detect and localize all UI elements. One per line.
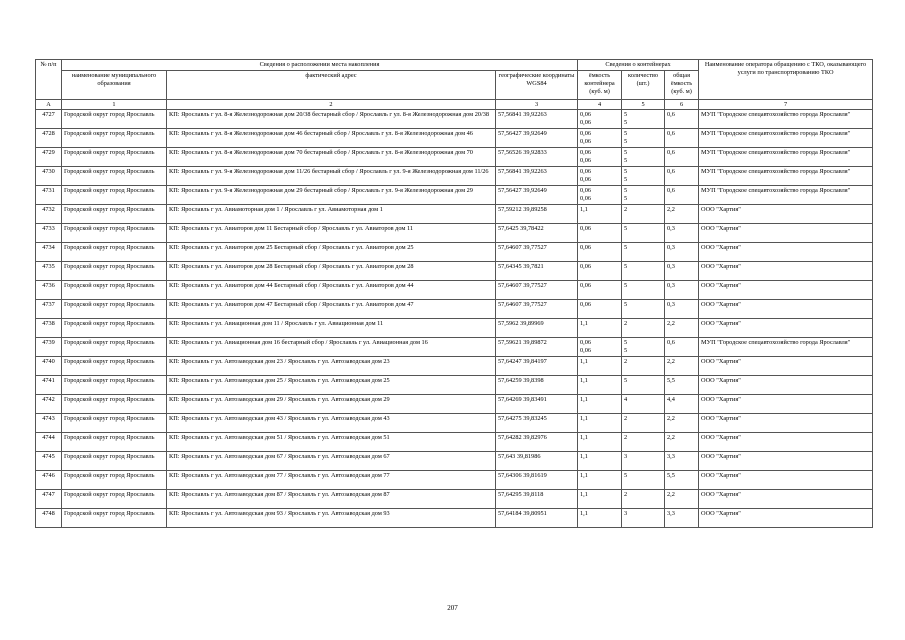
total-capacity-cell: 0,6	[665, 338, 699, 357]
header-index-cell: 1	[62, 100, 167, 110]
coordinates-cell: 57,64259 39,8398	[496, 376, 578, 395]
capacity-cell	[578, 110, 622, 129]
row-id-cell: 4738	[36, 319, 62, 338]
row-id-cell: 4745	[36, 452, 62, 471]
municipality-cell: Городской округ город Ярославль	[62, 338, 167, 357]
count-cell	[622, 357, 665, 376]
capacity-cell	[578, 490, 622, 509]
count-cell	[622, 376, 665, 395]
capacity-cell	[578, 148, 622, 167]
header-index-cell: А	[36, 100, 62, 110]
total-capacity-cell: 0,6	[665, 148, 699, 167]
capacity-cell-value: 1,1	[580, 510, 588, 517]
table-row	[36, 110, 873, 129]
count-cell	[622, 433, 665, 452]
table-body	[36, 110, 873, 528]
operator-cell: ООО "Хартия"	[699, 300, 873, 319]
total-capacity-cell: 0,3	[665, 300, 699, 319]
operator-cell: ООО "Хартия"	[699, 319, 873, 338]
municipality-cell: Городской округ город Ярославль	[62, 205, 167, 224]
municipality-cell: Городской округ город Ярославль	[62, 300, 167, 319]
coordinates-cell: 57,64607 39,77527	[496, 243, 578, 262]
capacity-cell	[578, 338, 622, 357]
municipality-cell: Городской округ город Ярославль	[62, 186, 167, 205]
row-id-cell: 4746	[36, 471, 62, 490]
operator-cell: ООО "Хартия"	[699, 262, 873, 281]
row-id-cell: 4742	[36, 395, 62, 414]
table-row	[36, 376, 873, 395]
coordinates-cell: 57,6425 39,78422	[496, 224, 578, 243]
capacity-cell-value: 0,06	[580, 347, 592, 354]
count-cell-value: 5	[624, 339, 628, 346]
capacity-cell-value: 1,1	[580, 472, 588, 479]
count-cell-value: 3	[624, 453, 628, 460]
coordinates-cell: 57,5962 39,89969	[496, 319, 578, 338]
row-id-cell: 4736	[36, 281, 62, 300]
operator-cell: МУП "Городское спецавтохозяйство города Ярославля"	[699, 110, 873, 129]
count-cell-value: 2	[624, 358, 628, 365]
capacity-cell	[578, 509, 622, 528]
row-id-cell: 4733	[36, 224, 62, 243]
count-cell-value: 5	[624, 244, 628, 251]
row-id-cell: 4729	[36, 148, 62, 167]
count-cell	[622, 490, 665, 509]
municipality-cell: Городской округ город Ярославль	[62, 452, 167, 471]
header-row-number: № п/п	[36, 60, 62, 100]
operator-cell: ООО "Хартия"	[699, 509, 873, 528]
count-cell-value: 5	[624, 138, 628, 145]
capacity-cell	[578, 186, 622, 205]
header-address: фактический адрес	[167, 71, 496, 100]
municipality-cell: Городской округ город Ярославль	[62, 243, 167, 262]
coordinates-cell: 57,64282 39,82976	[496, 433, 578, 452]
count-cell-value: 2	[624, 320, 628, 327]
address-cell: КП: Ярославль г ул. Авиаторов дом 28 Бестарный сбор / Ярославль г ул. Авиаторов дом 28	[167, 262, 496, 281]
total-capacity-cell: 0,3	[665, 243, 699, 262]
total-capacity-cell: 3,3	[665, 452, 699, 471]
capacity-cell-value: 0,06	[580, 168, 592, 175]
address-cell: КП: Ярославль г ул. Авиационная дом 11 / Ярославль г ул. Авиационная дом 11	[167, 319, 496, 338]
capacity-cell	[578, 452, 622, 471]
row-id-cell: 4730	[36, 167, 62, 186]
coordinates-cell: 57,643 39,81986	[496, 452, 578, 471]
municipality-cell: Городской округ город Ярославль	[62, 376, 167, 395]
capacity-cell-value: 0,06	[580, 187, 592, 194]
row-id-cell: 4731	[36, 186, 62, 205]
operator-cell: ООО "Хартия"	[699, 357, 873, 376]
municipality-cell: Городской округ город Ярославль	[62, 490, 167, 509]
address-cell: КП: Ярославль г ул. Автозаводская дом 23 / Ярославль г ул. Автозаводская дом 23	[167, 357, 496, 376]
capacity-cell	[578, 129, 622, 148]
table-row	[36, 186, 873, 205]
municipality-cell: Городской округ город Ярославль	[62, 433, 167, 452]
address-cell: КП: Ярославль г ул. Авиамоторная дом 1 / Ярославль г ул. Авиамоторная дом 1	[167, 205, 496, 224]
operator-cell: ООО "Хартия"	[699, 281, 873, 300]
capacity-cell-value: 0,06	[580, 225, 592, 232]
table-row	[36, 357, 873, 376]
address-cell: КП: Ярославль г ул. 9-я Железнодорожная дом 29 бестарный сбор / Ярославль г ул. 9-я Железнодорожная дом 29	[167, 186, 496, 205]
table-row	[36, 300, 873, 319]
address-cell: КП: Ярославль г ул. Автозаводская дом 93 / Ярославль г ул. Автозаводская дом 93	[167, 509, 496, 528]
capacity-cell-value: 1,1	[580, 415, 588, 422]
count-cell	[622, 224, 665, 243]
count-cell	[622, 471, 665, 490]
count-cell-value: 5	[624, 282, 628, 289]
count-cell-value: 5	[624, 149, 628, 156]
capacity-cell	[578, 262, 622, 281]
capacity-cell	[578, 243, 622, 262]
coordinates-cell: 57,64607 39,77527	[496, 281, 578, 300]
row-id-cell: 4732	[36, 205, 62, 224]
capacity-cell	[578, 205, 622, 224]
count-cell-value: 5	[624, 187, 628, 194]
waste-sites-table	[35, 59, 873, 528]
total-capacity-cell: 5,5	[665, 376, 699, 395]
total-capacity-cell: 3,3	[665, 509, 699, 528]
table-row	[36, 433, 873, 452]
operator-cell: ООО "Хартия"	[699, 376, 873, 395]
operator-cell: ООО "Хартия"	[699, 452, 873, 471]
municipality-cell: Городской округ город Ярославль	[62, 110, 167, 129]
header-location-group: Сведения о расположении места накопления	[62, 60, 578, 71]
coordinates-cell: 57,56427 39,92649	[496, 186, 578, 205]
municipality-cell: Городской округ город Ярославль	[62, 224, 167, 243]
address-cell: КП: Ярославль г ул. Авиаторов дом 25 Бестарный сбор / Ярославль г ул. Авиаторов дом 25	[167, 243, 496, 262]
municipality-cell: Городской округ город Ярославль	[62, 129, 167, 148]
row-id-cell: 4743	[36, 414, 62, 433]
operator-cell: ООО "Хартия"	[699, 224, 873, 243]
header-index-cell: 2	[167, 100, 496, 110]
count-cell	[622, 452, 665, 471]
count-cell	[622, 205, 665, 224]
count-cell	[622, 243, 665, 262]
capacity-cell-value: 1,1	[580, 453, 588, 460]
total-capacity-cell: 2,2	[665, 490, 699, 509]
municipality-cell: Городской округ город Ярославль	[62, 509, 167, 528]
count-cell	[622, 129, 665, 148]
row-id-cell: 4737	[36, 300, 62, 319]
capacity-cell	[578, 357, 622, 376]
count-cell-value: 2	[624, 206, 628, 213]
capacity-cell	[578, 414, 622, 433]
coordinates-cell: 57,64295 39,8118	[496, 490, 578, 509]
capacity-cell-value: 1,1	[580, 377, 588, 384]
row-id-cell: 4735	[36, 262, 62, 281]
address-cell: КП: Ярославль г ул. Автозаводская дом 51 / Ярославль г ул. Автозаводская дом 51	[167, 433, 496, 452]
address-cell: КП: Ярославль г ул. 9-я Железнодорожная дом 11/26 бестарный сбор / Ярославль г ул. 9-я Железнодорожная дом 11/26	[167, 167, 496, 186]
row-id-cell: 4747	[36, 490, 62, 509]
header-municipality: наименование муниципального образования	[62, 71, 167, 100]
count-cell	[622, 414, 665, 433]
count-cell-value: 2	[624, 434, 628, 441]
row-id-cell: 4727	[36, 110, 62, 129]
operator-cell: ООО "Хартия"	[699, 205, 873, 224]
operator-cell: МУП "Городское спецавтохозяйство города Ярославля"	[699, 148, 873, 167]
capacity-cell	[578, 300, 622, 319]
row-id-cell: 4741	[36, 376, 62, 395]
table-row	[36, 414, 873, 433]
capacity-cell-value: 0,06	[580, 119, 592, 126]
header-count: количество (шт.)	[622, 71, 665, 100]
total-capacity-cell: 2,2	[665, 433, 699, 452]
table-row	[36, 395, 873, 414]
municipality-cell: Городской округ город Ярославль	[62, 281, 167, 300]
address-cell: КП: Ярославль г ул. 8-я Железнодорожная дом 46 бестарный сбор / Ярославль г ул. 8-я Железнодорожная дом 46	[167, 129, 496, 148]
operator-cell: ООО "Хартия"	[699, 471, 873, 490]
capacity-cell-value: 0,06	[580, 282, 592, 289]
count-cell	[622, 262, 665, 281]
count-cell-value: 5	[624, 263, 628, 270]
operator-cell: ООО "Хартия"	[699, 414, 873, 433]
total-capacity-cell: 0,3	[665, 224, 699, 243]
count-cell	[622, 395, 665, 414]
total-capacity-cell: 2,2	[665, 319, 699, 338]
header-operator: Наименование оператора обращению с ТКО, оказывающего услуги по транспортированию ТКО	[699, 60, 873, 100]
table-row	[36, 243, 873, 262]
capacity-cell-value: 1,1	[580, 358, 588, 365]
address-cell: КП: Ярославль г ул. Автозаводская дом 77 / Ярославль г ул. Автозаводская дом 77	[167, 471, 496, 490]
table-row	[36, 281, 873, 300]
row-id-cell: 4744	[36, 433, 62, 452]
capacity-cell	[578, 167, 622, 186]
capacity-cell-value: 1,1	[580, 491, 588, 498]
count-cell-value: 5	[624, 377, 628, 384]
count-cell-value: 5	[624, 301, 628, 308]
count-cell-value: 5	[624, 176, 628, 183]
operator-cell: МУП "Городское спецавтохозяйство города Ярославля"	[699, 186, 873, 205]
municipality-cell: Городской округ город Ярославль	[62, 357, 167, 376]
operator-cell: ООО "Хартия"	[699, 490, 873, 509]
municipality-cell: Городской округ город Ярославль	[62, 471, 167, 490]
total-capacity-cell: 0,6	[665, 186, 699, 205]
capacity-cell-value: 1,1	[580, 434, 588, 441]
count-cell-value: 5	[624, 195, 628, 202]
total-capacity-cell: 0,6	[665, 129, 699, 148]
count-cell-value: 2	[624, 415, 628, 422]
total-capacity-cell: 2,2	[665, 357, 699, 376]
header-index-cell: 4	[578, 100, 622, 110]
coordinates-cell: 57,64247 39,84197	[496, 357, 578, 376]
table-row	[36, 148, 873, 167]
count-cell-value: 5	[624, 130, 628, 137]
capacity-cell-value: 0,06	[580, 138, 592, 145]
header-coordinates: географические координаты WGS84	[496, 71, 578, 100]
capacity-cell	[578, 433, 622, 452]
total-capacity-cell: 4,4	[665, 395, 699, 414]
capacity-cell	[578, 281, 622, 300]
capacity-cell	[578, 224, 622, 243]
address-cell: КП: Ярославль г ул. 8-я Железнодорожная дом 20/38 бестарный сбор / Ярославль г ул. 8-я Железнодорожная дом 20/38	[167, 110, 496, 129]
municipality-cell: Городской округ город Ярославль	[62, 319, 167, 338]
coordinates-cell: 57,64184 39,80951	[496, 509, 578, 528]
capacity-cell-value: 1,1	[580, 206, 588, 213]
count-cell-value: 5	[624, 119, 628, 126]
count-cell-value: 3	[624, 510, 628, 517]
count-cell-value: 5	[624, 472, 628, 479]
count-cell	[622, 338, 665, 357]
municipality-cell: Городской округ город Ярославль	[62, 148, 167, 167]
capacity-cell	[578, 471, 622, 490]
capacity-cell-value: 0,06	[580, 195, 592, 202]
coordinates-cell: 57,56841 39,92263	[496, 110, 578, 129]
operator-cell: ООО "Хартия"	[699, 243, 873, 262]
municipality-cell: Городской округ город Ярославль	[62, 262, 167, 281]
capacity-cell-value: 0,06	[580, 339, 592, 346]
count-cell	[622, 319, 665, 338]
header-index-cell: 6	[665, 100, 699, 110]
count-cell-value: 5	[624, 168, 628, 175]
capacity-cell	[578, 376, 622, 395]
address-cell: КП: Ярославль г ул. Автозаводская дом 43 / Ярославль г ул. Автозаводская дом 43	[167, 414, 496, 433]
total-capacity-cell: 0,6	[665, 110, 699, 129]
coordinates-cell: 57,64269 39,83491	[496, 395, 578, 414]
operator-cell: МУП "Городское спецавтохозяйство города Ярославля"	[699, 167, 873, 186]
count-cell-value: 5	[624, 347, 628, 354]
header-index-cell: 5	[622, 100, 665, 110]
page-number: 207	[447, 604, 458, 612]
total-capacity-cell: 2,2	[665, 205, 699, 224]
row-id-cell: 4740	[36, 357, 62, 376]
capacity-cell-value: 1,1	[580, 396, 588, 403]
total-capacity-cell: 0,3	[665, 262, 699, 281]
address-cell: КП: Ярославль г ул. Авиационная дом 16 бестарный сбор / Ярославль г ул. Авиационная дом 16	[167, 338, 496, 357]
header-total-capacity: общая ёмкость (куб. м)	[665, 71, 699, 100]
count-cell	[622, 148, 665, 167]
table-row	[36, 319, 873, 338]
table-row	[36, 224, 873, 243]
address-cell: КП: Ярославль г ул. Авиаторов дом 47 Бестарный сбор / Ярославль г ул. Авиаторов дом 47	[167, 300, 496, 319]
capacity-cell-value: 0,06	[580, 176, 592, 183]
operator-cell: ООО "Хартия"	[699, 433, 873, 452]
capacity-cell-value: 0,06	[580, 111, 592, 118]
table-row	[36, 129, 873, 148]
coordinates-cell: 57,56526 39,92833	[496, 148, 578, 167]
coordinates-cell: 57,59621 39,89872	[496, 338, 578, 357]
capacity-cell-value: 0,06	[580, 263, 592, 270]
capacity-cell-value: 0,06	[580, 157, 592, 164]
coordinates-cell: 57,56427 39,92649	[496, 129, 578, 148]
total-capacity-cell: 0,6	[665, 167, 699, 186]
table-row	[36, 338, 873, 357]
address-cell: КП: Ярославль г ул. Автозаводская дом 67 / Ярославль г ул. Автозаводская дом 67	[167, 452, 496, 471]
count-cell	[622, 281, 665, 300]
capacity-cell	[578, 395, 622, 414]
count-cell	[622, 300, 665, 319]
coordinates-cell: 57,56841 39,92263	[496, 167, 578, 186]
coordinates-cell: 57,64306 39,81619	[496, 471, 578, 490]
table-row	[36, 509, 873, 528]
capacity-cell-value: 0,06	[580, 301, 592, 308]
capacity-cell-value: 0,06	[580, 130, 592, 137]
municipality-cell: Городской округ город Ярославль	[62, 167, 167, 186]
coordinates-cell: 57,64275 39,83245	[496, 414, 578, 433]
row-id-cell: 4739	[36, 338, 62, 357]
row-id-cell: 4728	[36, 129, 62, 148]
municipality-cell: Городской округ город Ярославль	[62, 395, 167, 414]
row-id-cell: 4734	[36, 243, 62, 262]
count-cell-value: 5	[624, 111, 628, 118]
count-cell	[622, 509, 665, 528]
coordinates-cell: 57,64345 39,7821	[496, 262, 578, 281]
address-cell: КП: Ярославль г ул. Авиаторов дом 44 Бестарный сбор / Ярославль г ул. Авиаторов дом 44	[167, 281, 496, 300]
header-capacity: ёмкость контейнера (куб. м)	[578, 71, 622, 100]
total-capacity-cell: 2,2	[665, 414, 699, 433]
count-cell-value: 4	[624, 396, 628, 403]
table-row	[36, 262, 873, 281]
capacity-cell-value: 0,06	[580, 244, 592, 251]
header-containers-group: Сведения о контейнерах	[578, 60, 699, 71]
table-row	[36, 452, 873, 471]
table-row	[36, 205, 873, 224]
count-cell-value: 5	[624, 225, 628, 232]
count-cell-value: 2	[624, 491, 628, 498]
total-capacity-cell: 5,5	[665, 471, 699, 490]
table-row	[36, 471, 873, 490]
capacity-cell-value: 1,1	[580, 320, 588, 327]
operator-cell: МУП "Городское спецавтохозяйство города Ярославля"	[699, 129, 873, 148]
capacity-cell	[578, 319, 622, 338]
coordinates-cell: 57,59212 39,89258	[496, 205, 578, 224]
capacity-cell-value: 0,06	[580, 149, 592, 156]
count-cell	[622, 186, 665, 205]
address-cell: КП: Ярославль г ул. Автозаводская дом 29 / Ярославль г ул. Автозаводская дом 29	[167, 395, 496, 414]
count-cell	[622, 110, 665, 129]
row-id-cell: 4748	[36, 509, 62, 528]
address-cell: КП: Ярославль г ул. Автозаводская дом 87 / Ярославль г ул. Автозаводская дом 87	[167, 490, 496, 509]
coordinates-cell: 57,64607 39,77527	[496, 300, 578, 319]
address-cell: КП: Ярославль г ул. 8-я Железнодорожная дом 70 бестарный сбор / Ярославль г ул. 8-я Железнодорожная дом 70	[167, 148, 496, 167]
address-cell: КП: Ярославль г ул. Авиаторов дом 11 Бестарный сбор / Ярославль г ул. Авиаторов дом 11	[167, 224, 496, 243]
municipality-cell: Городской округ город Ярославль	[62, 414, 167, 433]
total-capacity-cell: 0,3	[665, 281, 699, 300]
count-cell	[622, 167, 665, 186]
table-row	[36, 167, 873, 186]
count-cell-value: 5	[624, 157, 628, 164]
operator-cell: МУП "Городское спецавтохозяйство города Ярославля"	[699, 338, 873, 357]
header-index-cell: 3	[496, 100, 578, 110]
operator-cell: ООО "Хартия"	[699, 395, 873, 414]
header-index-cell: 7	[699, 100, 873, 110]
address-cell: КП: Ярославль г ул. Автозаводская дом 25 / Ярославль г ул. Автозаводская дом 25	[167, 376, 496, 395]
table-row	[36, 490, 873, 509]
